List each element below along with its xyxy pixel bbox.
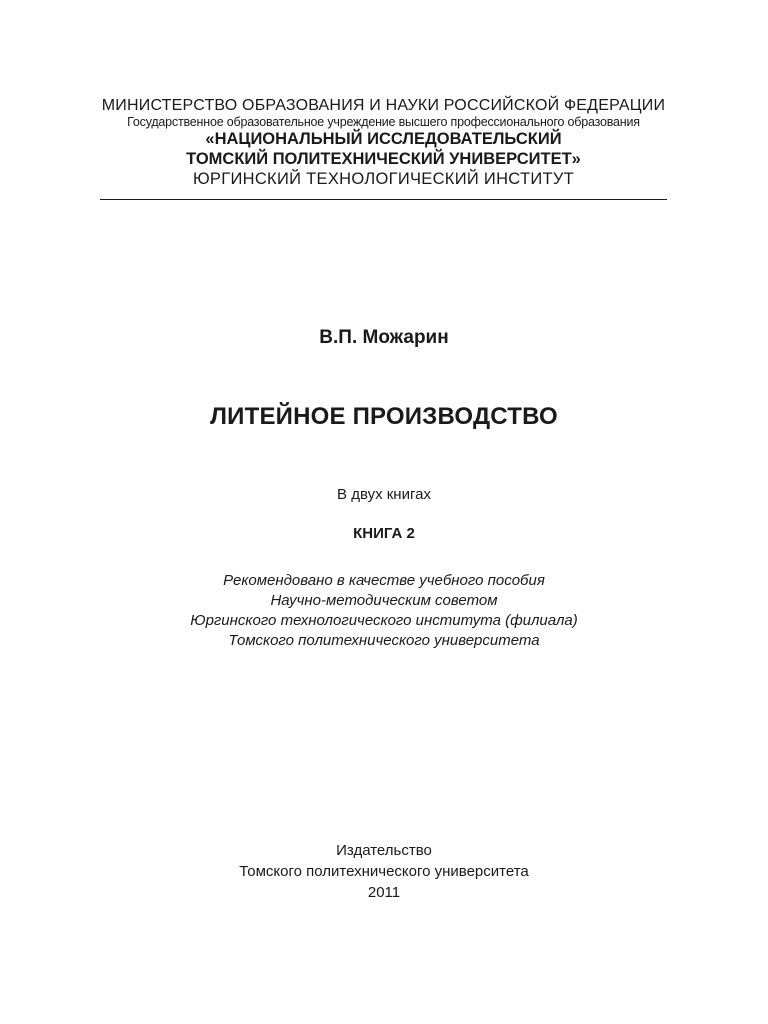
university-name-line2: ТОМСКИЙ ПОЛИТЕХНИЧЕСКИЙ УНИВЕРСИТЕТ» <box>186 150 581 168</box>
publisher-name: Томского политехнического университета <box>239 863 529 880</box>
recommendation <box>0 571 768 651</box>
recommendation-line: Научно-методическим советом <box>270 592 498 609</box>
recommendation-line: Юргинского технологического института (филиала) <box>190 612 578 629</box>
book-number: КНИГА 2 <box>353 525 415 542</box>
institution-header <box>100 96 667 189</box>
header-divider <box>100 199 667 200</box>
university-name-line1: «НАЦИОНАЛЬНЫЙ ИССЛЕДОВАТЕЛЬСКИЙ <box>205 130 562 148</box>
recommendation-line: Томского политехнического университета <box>228 632 540 649</box>
institute-name: ЮРГИНСКИЙ ТЕХНОЛОГИЧЕСКИЙ ИНСТИТУТ <box>192 170 575 188</box>
publication-year: 2011 <box>367 884 401 901</box>
publisher-label: Издательство <box>336 842 432 859</box>
recommendation-line: Рекомендовано в качестве учебного пособия <box>223 572 545 589</box>
author-name: В.П. Можарин <box>319 327 449 348</box>
institution-type: Государственное образовательное учреждение высшего профессионального образования <box>127 115 640 129</box>
publisher-block <box>0 840 768 903</box>
book-title: ЛИТЕЙНОЕ ПРОИЗВОДСТВО <box>210 403 558 430</box>
ministry-name: МИНИСТЕРСТВО ОБРАЗОВАНИЯ И НАУКИ РОССИЙСКОЙ ФЕДЕРАЦИИ <box>101 97 666 114</box>
series-note: В двух книгах <box>337 486 431 503</box>
